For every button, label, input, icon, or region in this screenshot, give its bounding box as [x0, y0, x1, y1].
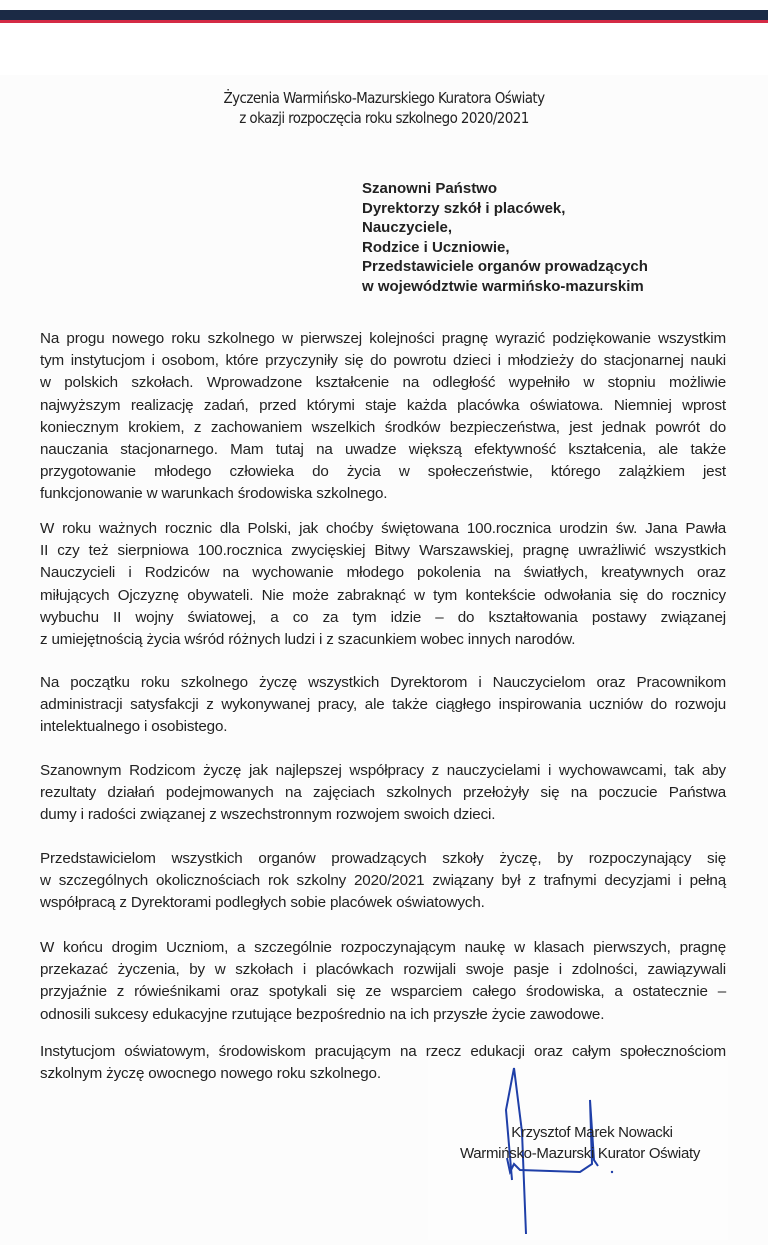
text-line: Instytucjom oświatowym, środowiskom pracującym na rzecz edukacji oraz całym społecznościom	[40, 1043, 726, 1060]
text-line: szkolnym życzę owocnego nowego roku szkolnego.	[40, 1065, 381, 1083]
top-navigation-bar	[0, 10, 768, 20]
salutation-line: Dyrektorzy szkół i placówek,	[362, 199, 566, 217]
text-line: Nauczycieli i Rodziców na wychowanie młodego pokolenia na światłych, kreatywnych oraz	[40, 564, 726, 582]
text-line: z umiejętnością życia wśród różnych ludzi i z szacunkiem wobec innych narodów.	[40, 630, 576, 648]
text-line: przyjaźnie z rówieśnikami oraz spotykali się ze wsparciem całego środowiska, a ostatecznie –	[40, 983, 726, 1001]
text-line: rezultaty działań podejmowanych na zajęciach szkolnych przełożyły się na poczucie Państwa	[40, 784, 726, 802]
text-line: II czy też sierpniowa 100.rocznica zwycięskiej Bitwy Warszawskiej, pragnę uwrażliwić wszystkich	[40, 542, 726, 560]
text-line: funkcjonowanie w warunkach środowiska szkolnego.	[40, 485, 388, 503]
paragraph-thanks	[40, 328, 726, 506]
letter-title-line-1: Życzenia Warmińsko-Mazurskiego Kuratora Oświaty	[223, 89, 545, 107]
text-line: koniecznym krokiem, z zachowaniem wszelkich środków bezpieczeństwa, jest jednak powrót do	[40, 418, 726, 436]
text-line: tym instytucjom i osobom, które przyczyniły się do powrotu dzieci i młodzieży do stacjonarnej nauki	[40, 352, 726, 370]
signature-block	[0, 1040, 768, 1240]
text-line: dumy i radości związanej z wszechstronnym rozwojem swoich dzieci.	[40, 806, 496, 824]
text-line: nauczania stacjonarnego. Mam tutaj na uwadze większą efektywność kształcenia, ale także	[40, 440, 726, 458]
top-bar-accent-stripe	[0, 20, 768, 23]
text-line: przygotowanie młodego człowieka do życia w społeczeństwie, którego zalążkiem jest	[40, 463, 726, 481]
text-line: przekazać życzenia, by w szkołach i placówkach rozwijali swoje pasje i zdolności, zawiązywali	[40, 961, 726, 979]
salutation-line: Szanowni Państwo	[362, 180, 498, 197]
text-line: w szczególnych okolicznościach rok szkolny 2020/2021 związany był z trafnymi decyzjami i pełną	[40, 872, 726, 890]
text-line: współpracą z Dyrektorami podległych sobie placówek oświatowych.	[40, 894, 485, 912]
text-line: miłujących Ojczyznę obywateli. Nie może zabraknąć w tym kontekście odwołania się do rocznicy	[40, 586, 726, 604]
text-line: Przedstawicielom wszystkich organów prowadzących szkoły życzę, by rozpoczynający się	[40, 850, 726, 867]
text-line: Na progu nowego roku szkolnego w pierwszej kolejności pragnę wyrazić podziękowanie wszystkim	[40, 330, 726, 347]
text-line: odnosili sukcesy edukacyjne rzutujące bezpośrednio na ich przyszłe życie zawodowe.	[40, 1005, 605, 1023]
salutation-line: Rodzice i Uczniowie,	[362, 238, 510, 256]
letter-title-line-2: z okazji rozpoczęcia roku szkolnego 2020/2021	[239, 109, 529, 127]
salutation-line: Nauczyciele,	[362, 219, 453, 236]
text-line: W roku ważnych rocznic dla Polski, jak choćby świętowana 100.rocznica urodzin św. Jana Pawła	[40, 520, 726, 537]
text-line: w polskich szkołach. Wprowadzone kształcenie na odległość wypełniło w stopniu możliwie	[40, 374, 726, 392]
salutation-line: Przedstawiciele organów prowadzących	[362, 258, 648, 275]
text-line: W końcu drogim Uczniom, a szczególnie rozpoczynającym naukę w klasach pierwszych, pragnę	[40, 939, 726, 956]
text-line: wybuchu II wojny światowej, a co za tym idzie – do kształtowania postawy związanej	[40, 608, 726, 626]
paragraph-parents	[40, 760, 726, 827]
text-line: Na początku roku szkolnego życzę wszystkich Dyrektorom i Nauczycielom oraz Pracownikom	[40, 674, 726, 691]
signatory-role: Warmińsko-Mazurski Kurator Oświaty	[459, 1145, 701, 1162]
text-line: intelektualnego i osobistego.	[40, 718, 228, 736]
paragraph-students	[40, 937, 726, 1026]
salutation-block	[362, 179, 648, 296]
paragraph-governing-bodies	[40, 848, 726, 915]
text-line: administracji satysfakcji z wykonywanej pracy, ale także ciągłego inspirowania uczniów do rozwoju	[40, 696, 726, 714]
paragraph-directors	[40, 672, 726, 739]
salutation-line: w województwie warmińsko-mazurskim	[362, 277, 644, 295]
paragraph-anniversaries	[40, 518, 726, 651]
text-line: Szanownym Rodzicom życzę jak najlepszej współpracy z nauczycielami i wychowawcami, tak aby	[40, 762, 726, 779]
signatory-name: Krzysztof Marek Nowacki	[511, 1124, 673, 1141]
text-line: najwyższym realizację zadań, przed którymi staje każda placówka oświatowa. Niemniej wprost	[40, 396, 726, 414]
